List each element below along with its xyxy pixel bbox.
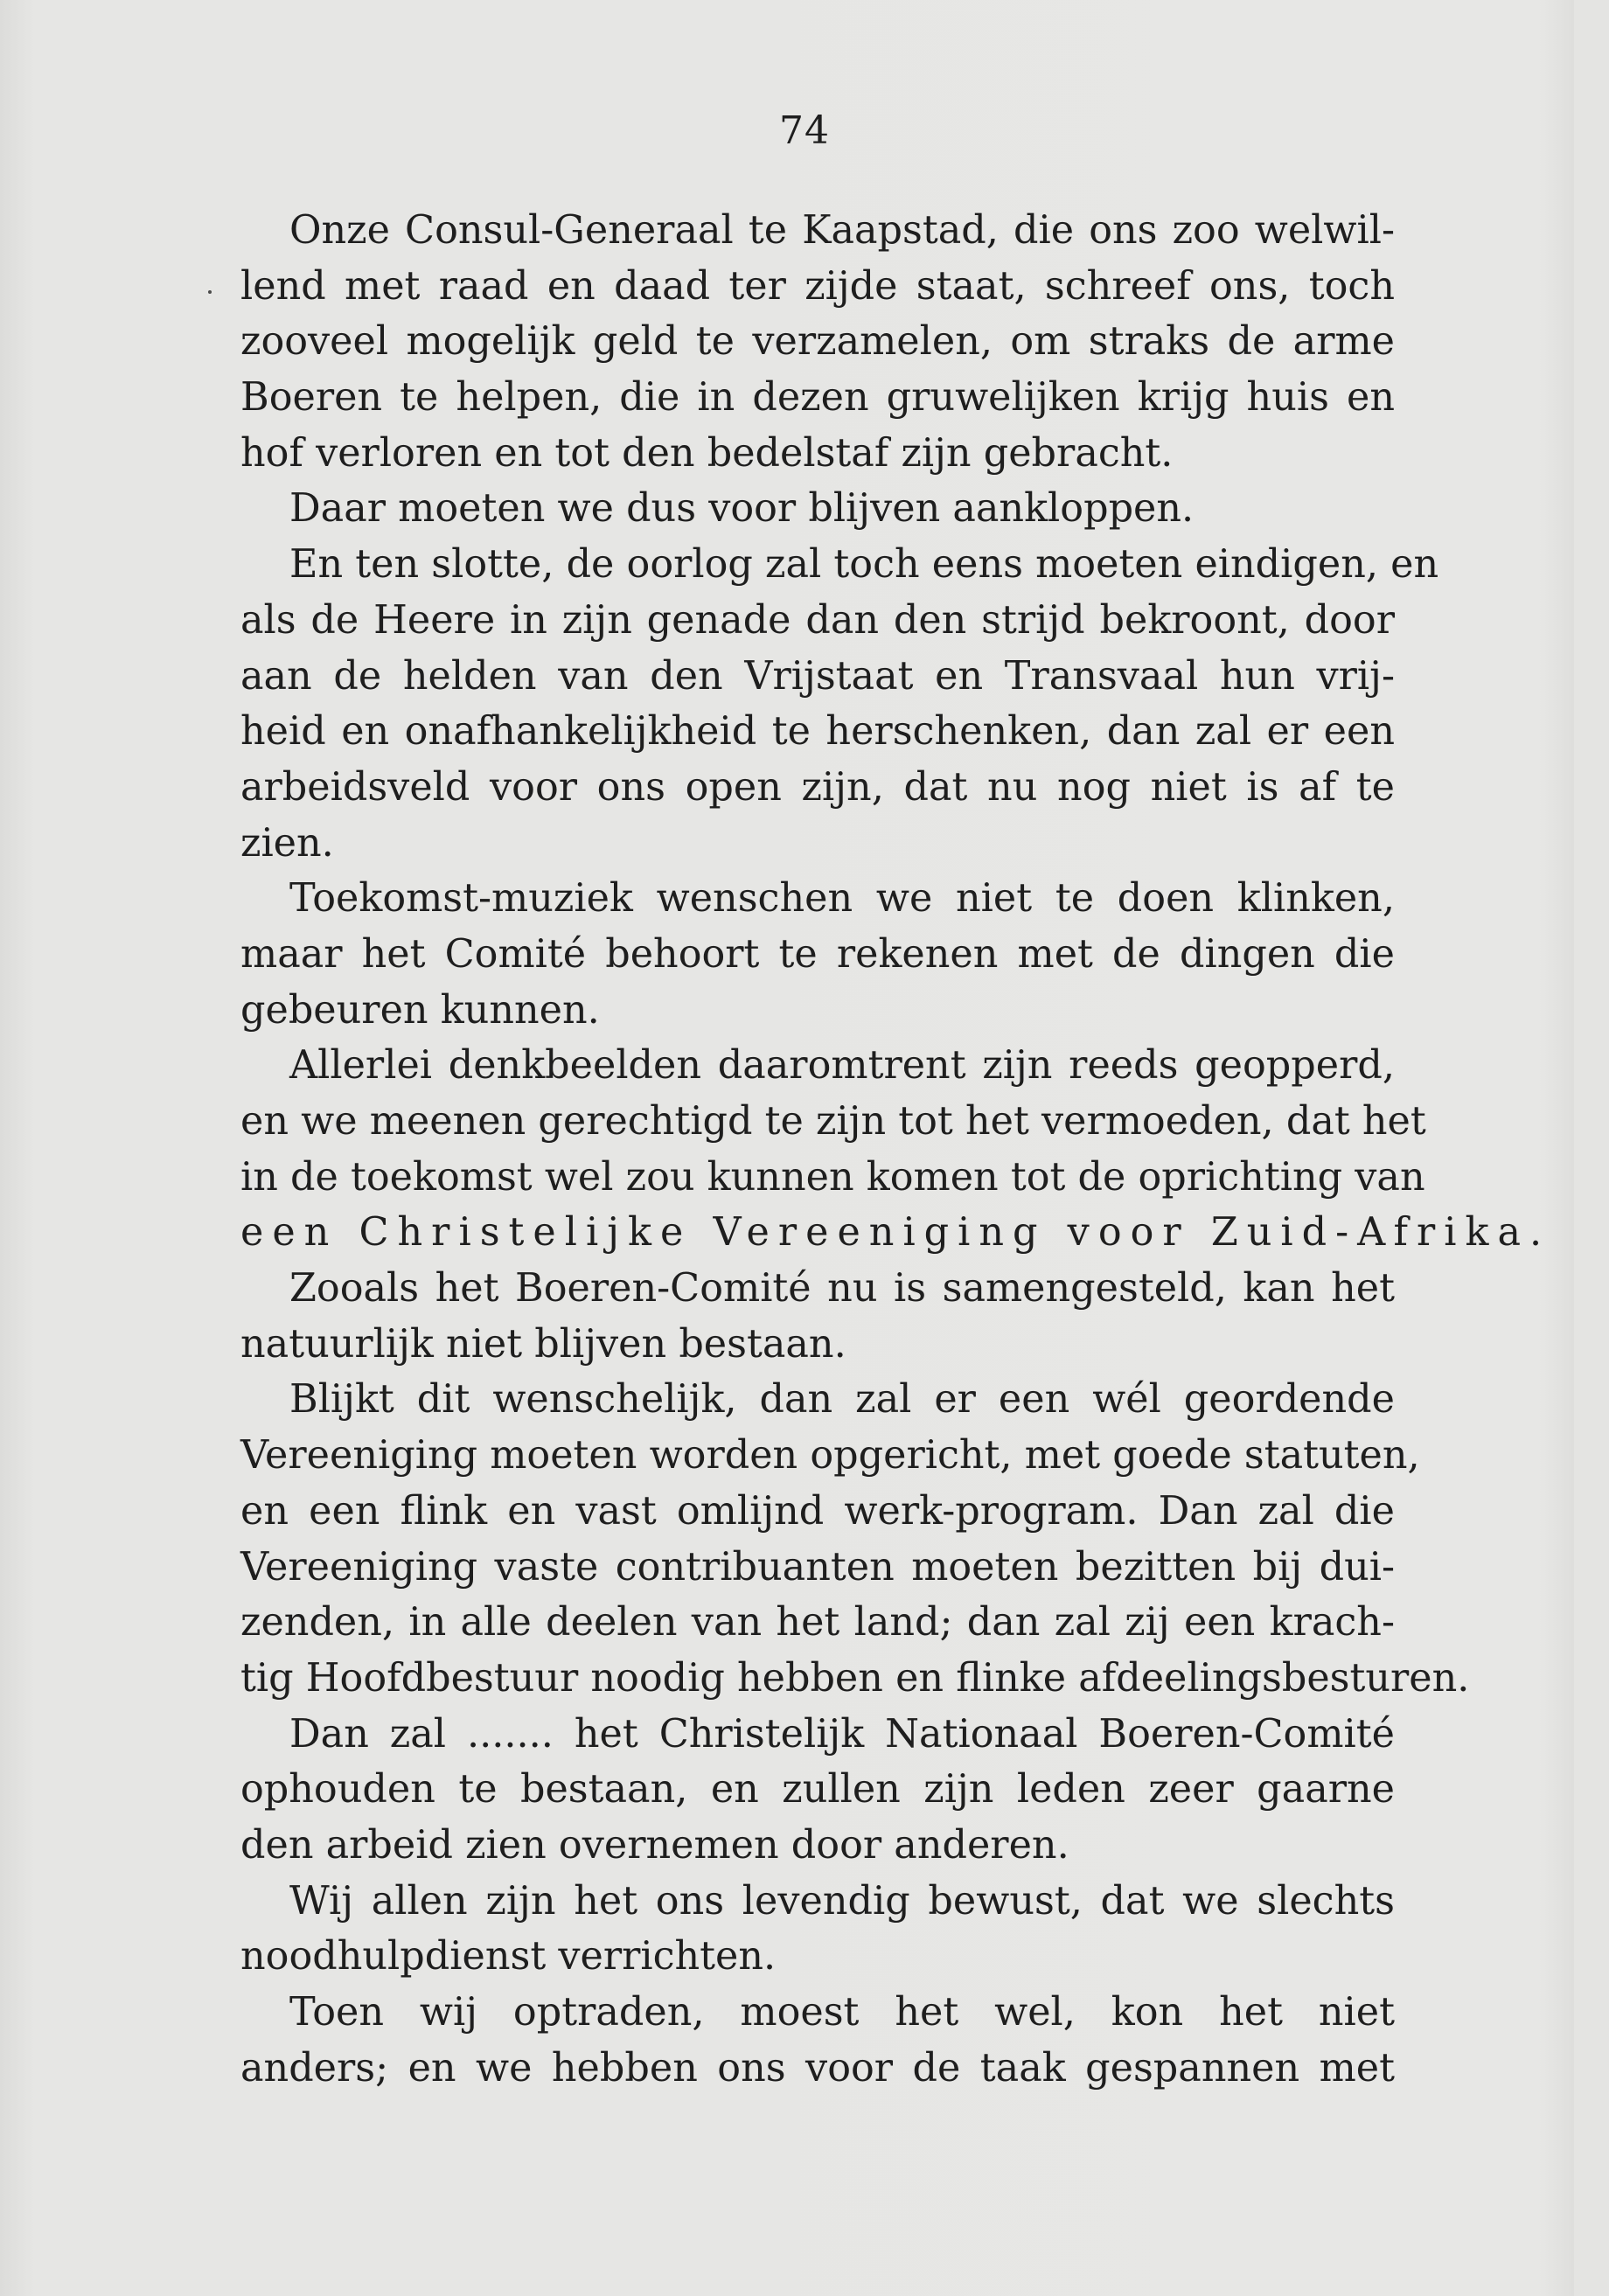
text-line: tig Hoofdbestuur noodig hebben en flinke afdeelingsbesturen. [240,1655,1470,1701]
text-line: aan de helden van den Vrijstaat en Transvaal hun vrij- [240,653,1395,699]
text-line: Wij allen zijn het ons levendig bewust, dat we slechts [289,1878,1395,1924]
text-line: Toekomst-muziek wenschen we niet te doen klinken, [289,876,1395,922]
text-line: heid en onafhankelijkheid te herschenken, dan zal er een [240,709,1395,755]
text-line: noodhulpdienst verrichten. [240,1934,777,1979]
text-line: en we meenen gerechtigd te zijn tot het vermoeden, dat het [240,1099,1426,1144]
text-line: in de toekomst wel zou kunnen komen tot de oprichting van [240,1154,1425,1200]
text-line: Vereeniging moeten worden opgericht, met goede statuten, [240,1433,1420,1478]
page-number: 74 [779,108,830,153]
text-line: gebeuren kunnen. [240,987,600,1033]
text-line: natuurlijk niet blijven bestaan. [240,1321,846,1367]
text-line: den arbeid zien overnemen door anderen. [240,1822,1069,1868]
text-line: Allerlei denkbeelden daaromtrent zijn reeds geopperd, [289,1043,1395,1089]
text-line: En ten slotte, de oorlog zal toch eens moeten eindigen, en [289,542,1439,588]
text-line: Vereeniging vaste contribuanten moeten bezitten bij dui- [240,1544,1395,1590]
text-line: als de Heere in zijn genade dan den strijd bekroont, door [240,597,1395,643]
body-text [240,203,1551,2096]
text-line: zenden, in alle deelen van het land; dan zal zij een krach- [240,1600,1395,1645]
text-line: Blijkt dit wenschelijk, dan zal er een wél geordende [289,1377,1395,1423]
text-line: lend met raad en daad ter zijde staat, schreef ons, toch [240,263,1395,309]
text-line: en een flink en vast omlijnd werk-program. Dan zal die [240,1488,1395,1534]
text-line: zien. [240,820,334,866]
text-line-spaced: een Christelijke Vereeniging voor Zuid-Afrika. [240,1210,1551,1256]
text-line: zooveel mogelijk geld te verzamelen, om straks de arme [240,319,1395,365]
text-line: hof verloren en tot den bedelstaf zijn gebracht. [240,430,1174,476]
text-line: Toen wij optraden, moest het wel, kon het niet [289,1990,1395,2035]
text-line: Boeren te helpen, die in dezen gruwelijken krijg huis en [240,375,1395,421]
text-line: anders; en we hebben ons voor de taak gespannen met [240,2045,1395,2091]
text-line: ophouden te bestaan, en zullen zijn leden zeer gaarne [240,1767,1395,1812]
text-line: Zooals het Boeren-Comité nu is samengesteld, kan het [289,1266,1395,1312]
margin-speck [208,290,212,294]
text-line: Daar moeten we dus voor blijven aankloppen. [289,486,1195,532]
text-line: Onze Consul-Generaal te Kaapstad, die ons zoo welwil- [289,208,1395,253]
text-line: maar het Comité behoort te rekenen met de dingen die [240,931,1395,977]
text-line: Dan zal ....... het Christelijk Nationaal Boeren-Comité [289,1711,1395,1757]
text-line: arbeidsveld voor ons open zijn, dat nu nog niet is af te [240,764,1395,810]
